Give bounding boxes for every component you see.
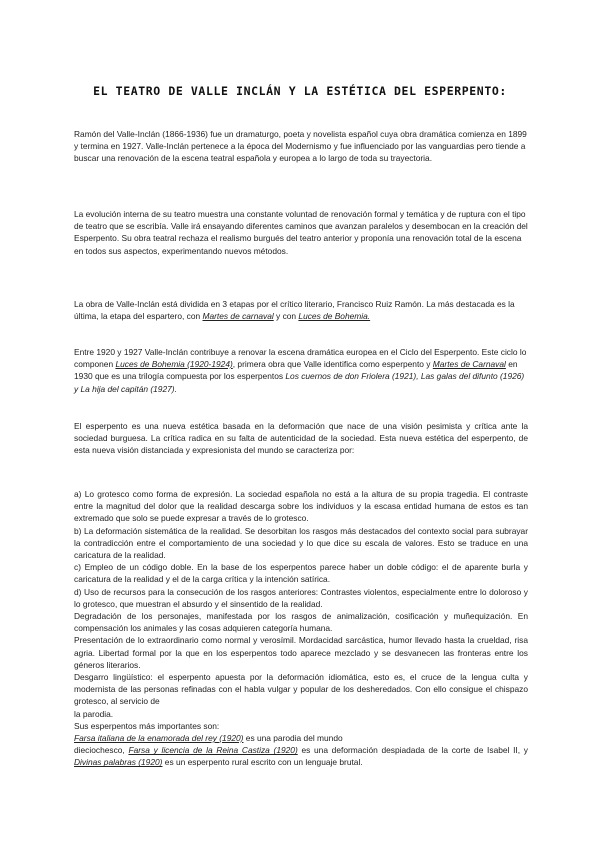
work-link-martes-de-carnaval-2[interactable]: Martes de Carnaval (432, 359, 506, 370)
works-line-1 (74, 732, 528, 744)
trilogy-titles: Los cuernos de don Friolera (1921), Las galas del difunto (1926) y La hija del capitán (1927). (74, 371, 525, 394)
feature-language: Desgarro lingüístico: el esperpento apuesta por la deformación idiomática, esto es, el cruce de la lengua culta y modernista de las personas refinadas con el habla vulgar y popular de los desheredados. Con ello consigue el chispazo grotesco, al servicio de (74, 672, 528, 707)
stages-text-2: y con (273, 311, 299, 322)
works-text-4: es un esperpento rural escrito con un lenguaje brutal. (162, 757, 363, 768)
feature-extraordinary: Presentación de lo extraordinario como normal y verosímil. Mordacidad sarcástica, humor llevado hasta la crueldad, risa agria. Libertad formal por la que en los esperpentos todo aparece mezclado y se desvanecen las fronteras entre los géneros literarios. (74, 635, 528, 670)
intro-paragraph: Ramón del Valle-Inclán (1866-1936) fue un dramaturgo, poeta y novelista español cuya obra dramática comienza en 1899 y termina en 1927. Valle-Inclán pertenece a la época del Modernismo y fue influenciado por las vanguardias pero tiende a buscar una renovación de la escena teatral española y europea a lo largo de toda su trayectoria. (74, 129, 527, 164)
feature-resources: d) Uso de recursos para la consecución de los rasgos anteriores: Contrastes violentos, especialmente entre lo doloroso y lo grotesco, que muestran el absurdo y el sinsentido de la realidad. (74, 586, 528, 609)
work-link-farsa-reina-castiza[interactable]: Farsa y licencia de la Reina Castiza (1920) (128, 745, 298, 756)
cycle-text-3: en 1930 que es una trilogía compuesta por los esperpentos (74, 359, 518, 382)
stages-paragraph (74, 298, 528, 322)
work-link-luces-de-bohemia-years[interactable]: Luces de Bohemia (1920-1924) (115, 359, 233, 370)
cycle-text-2: , primera obra que Valle identifica como esperpento y (232, 359, 433, 370)
feature-grotesque: a) Lo grotesco como forma de expresión. La sociedad española no está a la altura de su propia tragedia. El contraste entre la magnitud del dolor que la realidad descarga sobre los individuos y la escasa entidad humana de estos es tan extremado que solo se puede expresar a través de lo grotesco. (74, 489, 528, 524)
works-line-2 (74, 744, 528, 768)
works-text-3: es una deformación despiadada de la corte de Isabel II, y (297, 745, 528, 756)
works-heading: Sus esperpentos más importantes son: (74, 720, 220, 731)
feature-deformation: b) La deformación sistemática de la realidad. Se desorbitan los rasgos más destacados del contexto social para subrayar la contradicción entre el comportamiento de una sociedad y lo que dice su escala de valores. Esto se traduce en una caricatura de la realidad. (74, 525, 528, 561)
work-link-farsa-italiana[interactable]: Farsa italiana de la enamorada del rey (1920) (74, 733, 244, 744)
cycle-paragraph (74, 346, 528, 395)
cycle-text: Entre 1920 y 1927 Valle-Inclán contribuye a renovar la escena dramática europea en el Ciclo del Esperpento. Este ciclo lo componen (74, 347, 527, 370)
esperpento-paragraph: El esperpento es una nueva estética basada en la deformación que nace de una visión pesimista y crítica ante la sociedad burguesa. La crítica radica en su falta de autenticidad de la sociedad. Esta nueva estética del esperpento, de esta nueva visión distanciada y expresionista del mundo se caracteriza por: (74, 421, 528, 456)
feature-degradation: Degradación de los personajes, manifestada por los rasgos de animalización, cosificación y muñequización. En compensación los animales y las cosas adquieren categoría humana. (74, 611, 528, 634)
work-link-luces-de-bohemia[interactable]: Luces de Bohemia. (298, 311, 371, 322)
evolution-paragraph: La evolución interna de su teatro muestra una constante voluntad de renovación formal y temática y de ruptura con el tipo de teatro que se escribía. Valle irá ensayando diferentes caminos que avanzan paralelos y desembocan en la creación del Esperpento. Su obra teatral rechaza el realismo burgués del teatro anterior y proponía una renovación total de la escena en todos sus aspectos, experimentando nuevos métodos. (74, 209, 528, 256)
work-link-martes-de-carnaval[interactable]: Martes de carnaval (202, 311, 274, 322)
works-text-2: dieciochesco, (74, 745, 129, 756)
works-text-1: es una parodia del mundo (243, 733, 343, 744)
stages-text: La obra de Valle-Inclán está dividida en 3 etapas por el crítico literario, Francisco Ruiz Ramón. La más destacada es la última, la etapa del espartero, con (74, 299, 515, 322)
features-list (74, 488, 528, 769)
work-link-divinas-palabras[interactable]: Divinas palabras (1920) (74, 757, 163, 768)
feature-parody: la parodia. (74, 708, 114, 719)
feature-double-code: c) Empleo de un código doble. En la base de los esperpentos parece haber un doble código: el de aparente burla y caricatura de la realidad y el de la carga crítica y la intención satírica. (74, 562, 528, 585)
document-title: EL TEATRO DE VALLE INCLÁN Y LA ESTÉTICA DEL ESPERPENTO: (93, 84, 507, 98)
